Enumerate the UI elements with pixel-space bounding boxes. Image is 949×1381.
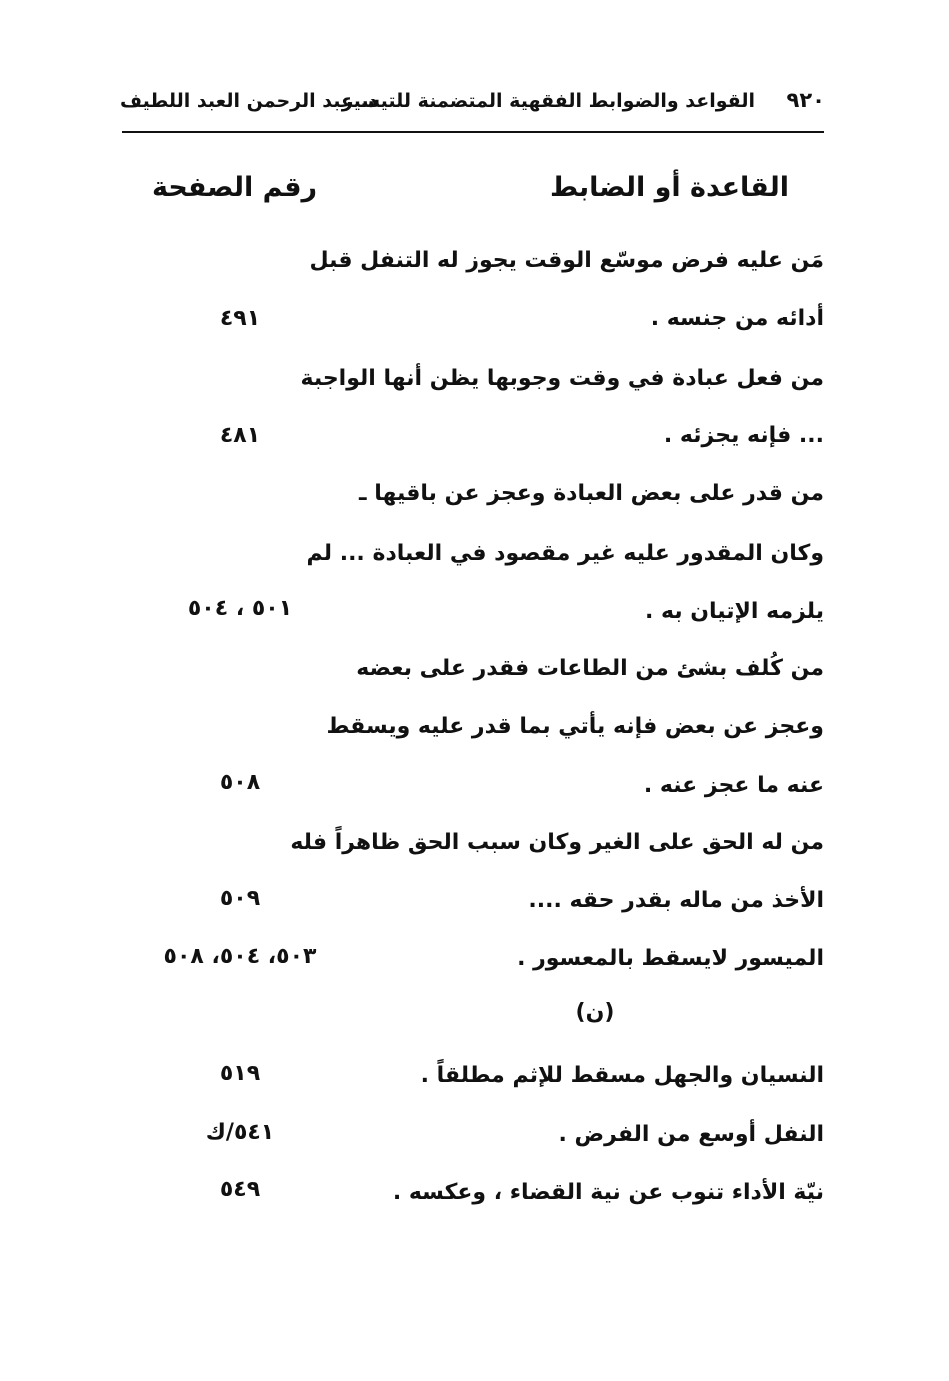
entry-line: يلزمه الإتيان به . (644, 599, 824, 624)
entry-page-number: ٥٠٨ (219, 770, 261, 795)
entry-line: من له الحق على الغير وكان سبب الحق ظاهراً فله (290, 830, 824, 855)
entry-line: أدائه من جنسه . (650, 306, 824, 331)
book-title: القواعد والضوابط الفقهية المتضمنة للتيسير (341, 90, 755, 112)
entry-line: النفل أوسع من الفرض . (558, 1122, 824, 1147)
author-name: د. عبد الرحمن العبد اللطيف (120, 90, 378, 112)
entry-page-number: ٥٠١ ، ٥٠٤ (187, 596, 293, 621)
column-heading-rule: القاعدة أو الضابط (550, 172, 789, 203)
entry-page-number: ٤٩١ (219, 306, 261, 331)
entry-page-number: ٥٠٣، ٥٠٤، ٥٠٨ (163, 944, 317, 969)
entry-line: النسيان والجهل مسقط للإثم مطلقاً . (420, 1063, 824, 1088)
column-heading-page: رقم الصفحة (152, 172, 318, 203)
entry-line: ... فإنه يجزئه . (663, 423, 824, 448)
entry-line: الأخذ من ماله بقدر حقه .... (528, 888, 824, 913)
entry-page-number: ٥٠٩ (219, 886, 261, 911)
entry-line: الميسور لايسقط بالمعسور . (517, 946, 824, 971)
entry-line: من كُلف بشئ من الطاعات فقدر على بعضه (356, 656, 824, 681)
section-letter: (ن) (575, 1000, 615, 1025)
running-header (120, 82, 825, 122)
entry-line: وعجز عن بعض فإنه يأتي بما قدر عليه ويسقط (326, 714, 824, 739)
entry-page-number: ٥٤١/ك (205, 1120, 275, 1145)
entry-page-number: ٤٨١ (219, 423, 261, 448)
entry-line: من قدر على بعض العبادة وعجز عن باقيها ـ (359, 481, 824, 506)
header-divider (122, 131, 824, 133)
page-number: ٩٢٠ (786, 88, 825, 112)
entry-line: نيّة الأداء تنوب عن نية القضاء ، وعكسه . (392, 1180, 824, 1205)
entry-line: عنه ما عجز عنه . (643, 773, 824, 798)
entry-page-number: ٥١٩ (219, 1061, 261, 1086)
entry-line: وكان المقدور عليه غير مقصود في العبادة ... لم (306, 541, 824, 566)
entry-page-number: ٥٤٩ (219, 1177, 261, 1202)
entry-line: مَن عليه فرض موسّع الوقت يجوز له التنفل قبل (309, 248, 824, 273)
entry-line: من فعل عبادة في وقت وجوبها يظن أنها الواجبة (300, 366, 824, 391)
